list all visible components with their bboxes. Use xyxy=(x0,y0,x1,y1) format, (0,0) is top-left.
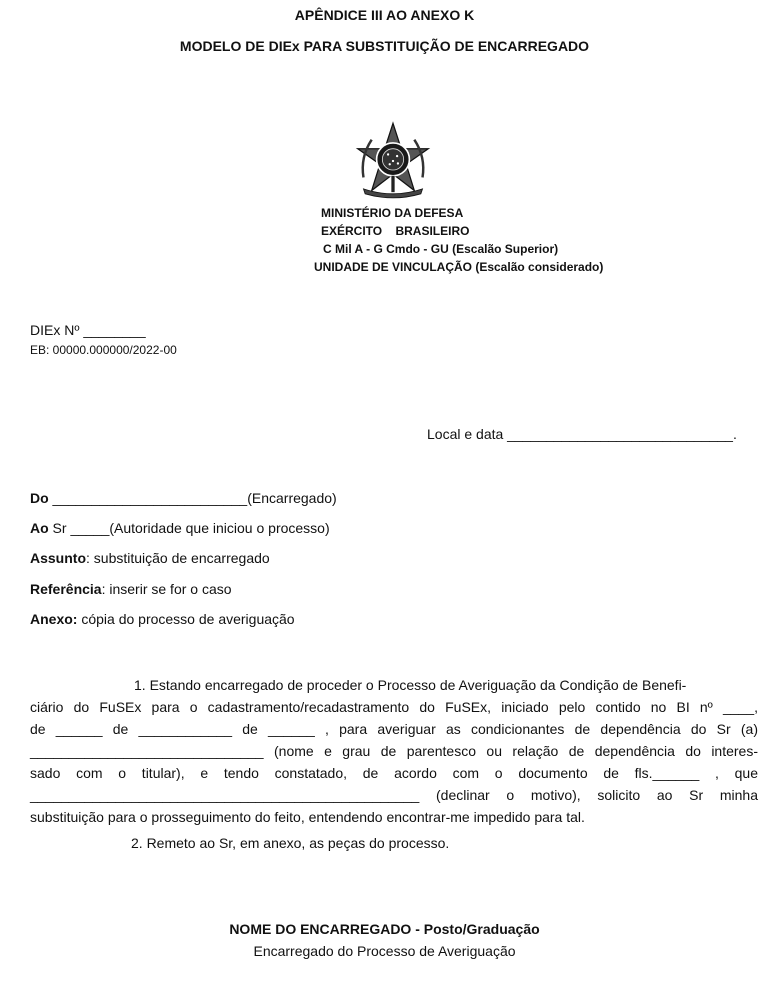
org-command: C Mil A - G Cmdo - GU (Escalão Superior) xyxy=(323,242,559,256)
paragraph-2: 2. Remeto ao Sr, em anexo, as peças do processo. xyxy=(131,835,450,851)
paragraph-1-line: ciário do FuSEx para o cadastramento/recadastramento do FuSEx, iniciado pelo contido no BI nº ____, xyxy=(30,699,758,715)
signature-name: NOME DO ENCARREGADO - Posto/Graduação xyxy=(229,921,540,937)
paragraph-1-line: de ______ de ____________ de ______ , para averiguar as condicionantes de dependência do Sr (a) xyxy=(30,721,758,737)
paragraph-1-line: ______________________________ (nome e grau de parentesco ou relação de dependência do interes- xyxy=(30,743,758,759)
org-unit: UNIDADE DE VINCULAÇÃO (Escalão considerado) xyxy=(314,260,604,274)
field-anexo-value: cópia do processo de averiguação xyxy=(77,611,295,627)
eb-number: EB: 00000.000000/2022-00 xyxy=(30,343,177,357)
diex-number: DIEx Nº ________ xyxy=(30,322,146,338)
field-do-label: Do xyxy=(30,490,49,506)
paragraph-1-line: 1. Estando encarregado de proceder o Processo de Averiguação da Condição de Benefi- xyxy=(134,677,687,693)
field-ao xyxy=(30,520,330,536)
signature-role: Encarregado do Processo de Averiguação xyxy=(253,943,516,959)
field-referencia xyxy=(30,581,232,597)
model-title: MODELO DE DIEx PARA SUBSTITUIÇÃO DE ENCARREGADO xyxy=(179,38,590,54)
field-assunto-label: Assunto xyxy=(30,550,86,566)
field-do-value: _________________________(Encarregado) xyxy=(48,490,337,506)
appendix-title: APÊNDICE III AO ANEXO K xyxy=(294,7,475,23)
paragraph-1 xyxy=(30,674,758,828)
org-ministry: MINISTÉRIO DA DEFESA xyxy=(321,206,464,220)
field-ao-label: Ao xyxy=(30,520,49,536)
place-date: Local e data _____________________________. xyxy=(427,426,737,442)
field-anexo xyxy=(30,611,295,627)
field-anexo-label: Anexo: xyxy=(30,611,78,627)
field-do xyxy=(30,490,337,506)
field-assunto-value: : substituição de encarregado xyxy=(86,550,270,566)
org-army: EXÉRCITO BRASILEIRO xyxy=(321,224,470,238)
brazil-coat-of-arms-icon xyxy=(352,120,434,202)
field-ao-value: Sr _____(Autoridade que iniciou o processo) xyxy=(48,520,330,536)
field-referencia-value: : inserir se for o caso xyxy=(101,581,232,597)
field-assunto xyxy=(30,550,270,566)
field-referencia-label: Referência xyxy=(30,581,102,597)
paragraph-1-line: __________________________________________________ (declinar o motivo), solicito ao Sr minha xyxy=(30,787,758,803)
paragraph-1-line: sado com o titular), e tendo constatado, de acordo com o documento de fls.______ , que xyxy=(30,765,758,781)
paragraph-1-line: substituição para o prosseguimento do feito, entendendo encontrar-me impedido para tal. xyxy=(30,809,585,825)
